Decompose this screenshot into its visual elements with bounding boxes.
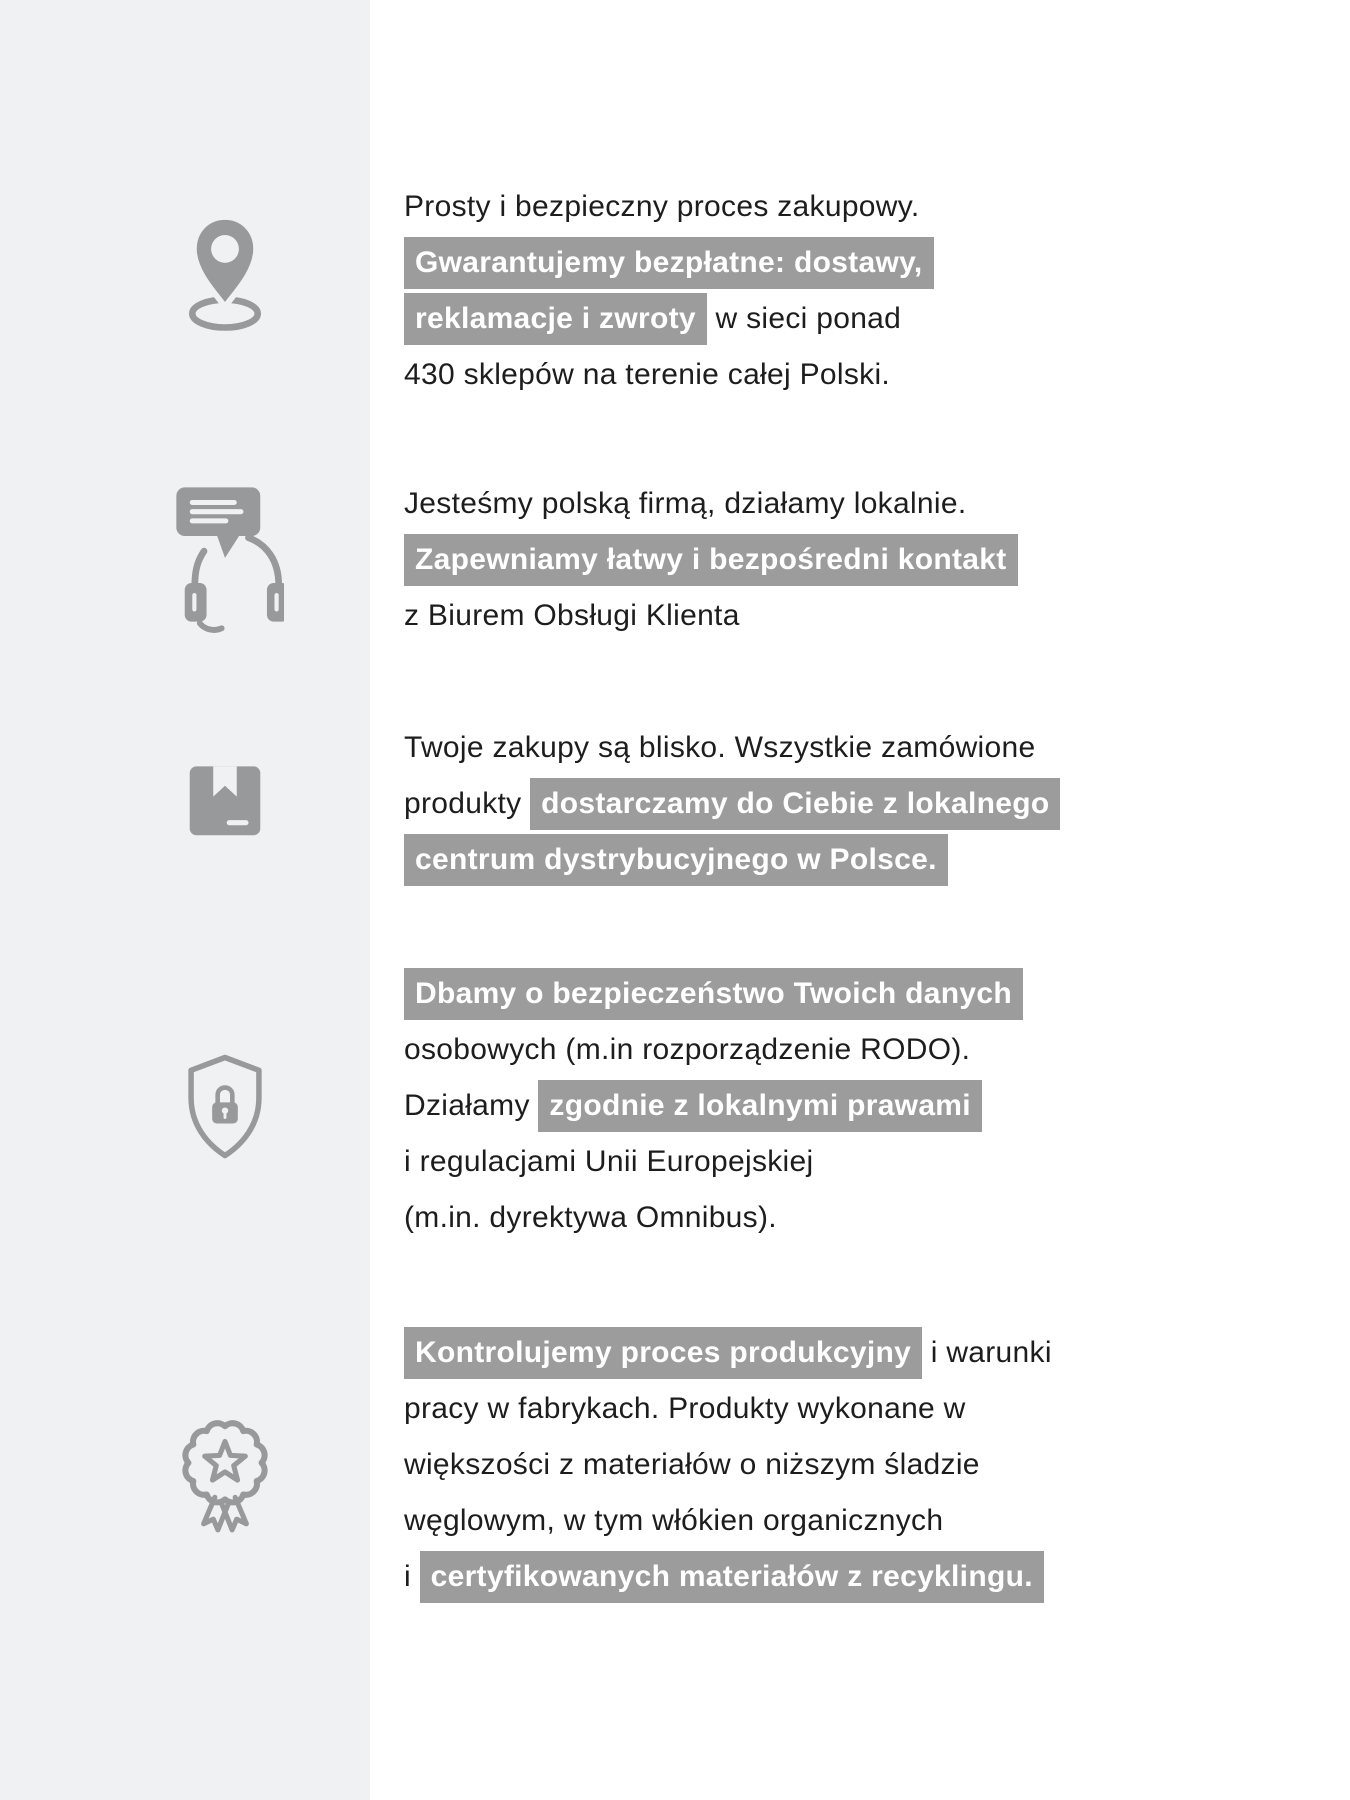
text-line (404, 834, 1060, 886)
text-line (404, 349, 934, 401)
section-free-delivery (404, 181, 934, 405)
text-line (404, 181, 934, 233)
plain-text: Działamy (404, 1089, 539, 1122)
text-line (404, 1327, 1052, 1379)
text-line (404, 534, 1018, 586)
text-line (404, 722, 1060, 774)
plain-text: węglowym, w tym włókien organicznych (404, 1504, 944, 1537)
highlighted-text: centrum dystrybucyjnego w Polsce. (404, 834, 948, 886)
highlighted-text: Zapewniamy łatwy i bezpośredni kontakt (404, 534, 1018, 586)
plain-text: w sieci ponad (706, 302, 902, 335)
location-pin-icon (180, 212, 270, 335)
plain-text: większości z materiałów o niższym śladzie (404, 1448, 980, 1481)
highlighted-text: Kontrolujemy proces produkcyjny (404, 1327, 922, 1379)
text-line (404, 968, 1023, 1020)
plain-text: osobowych (m.in rozporządzenie RODO). (404, 1033, 971, 1066)
section-data-security (404, 968, 1023, 1248)
text-line (404, 1383, 1052, 1435)
highlighted-text: dostarczamy do Ciebie z lokalnego (530, 778, 1060, 830)
plain-text: i warunki (922, 1336, 1052, 1369)
text-line (404, 478, 1018, 530)
text-line (404, 1080, 1023, 1132)
certificate-badge-icon (174, 1414, 276, 1538)
section-local-distribution (404, 722, 1060, 890)
plain-text: (m.in. dyrektywa Omnibus). (404, 1201, 777, 1234)
section-polish-company (404, 478, 1018, 646)
text-line (404, 1495, 1052, 1547)
text-line (404, 778, 1060, 830)
plain-text: z Biurem Obsługi Klienta (404, 599, 740, 632)
plain-text: produkty (404, 787, 531, 820)
text-line (404, 590, 1018, 642)
text-line (404, 1439, 1052, 1491)
plain-text: 430 sklepów na terenie całej Polski. (404, 358, 891, 391)
highlighted-text: reklamacje i zwroty (404, 293, 707, 345)
plain-text: i regulacjami Unii Europejskiej (404, 1145, 814, 1178)
text-line (404, 1024, 1023, 1076)
highlighted-text: certyfikowanych materiałów z recyklingu. (420, 1551, 1044, 1603)
section-production-control (404, 1327, 1052, 1607)
plain-text: Twoje zakupy są blisko. Wszystkie zamówione (404, 731, 1036, 764)
text-line (404, 1551, 1052, 1603)
highlighted-text: zgodnie z lokalnymi prawami (538, 1080, 982, 1132)
highlighted-text: Dbamy o bezpieczeństwo Twoich danych (404, 968, 1023, 1020)
customer-support-headset-icon (166, 484, 284, 635)
plain-text: pracy w fabrykach. Produkty wykonane w (404, 1392, 966, 1425)
icon-sidebar (0, 0, 370, 1800)
package-box-icon (183, 758, 267, 842)
plain-text: i (404, 1560, 420, 1593)
highlighted-text: Gwarantujemy bezpłatne: dostawy, (404, 237, 934, 289)
text-line (404, 293, 934, 345)
text-line (404, 1136, 1023, 1188)
plain-text: Prosty i bezpieczny proces zakupowy. (404, 190, 920, 223)
text-line (404, 237, 934, 289)
plain-text: Jesteśmy polską firmą, działamy lokalnie. (404, 487, 967, 520)
text-line (404, 1192, 1023, 1244)
security-shield-lock-icon (179, 1052, 271, 1162)
